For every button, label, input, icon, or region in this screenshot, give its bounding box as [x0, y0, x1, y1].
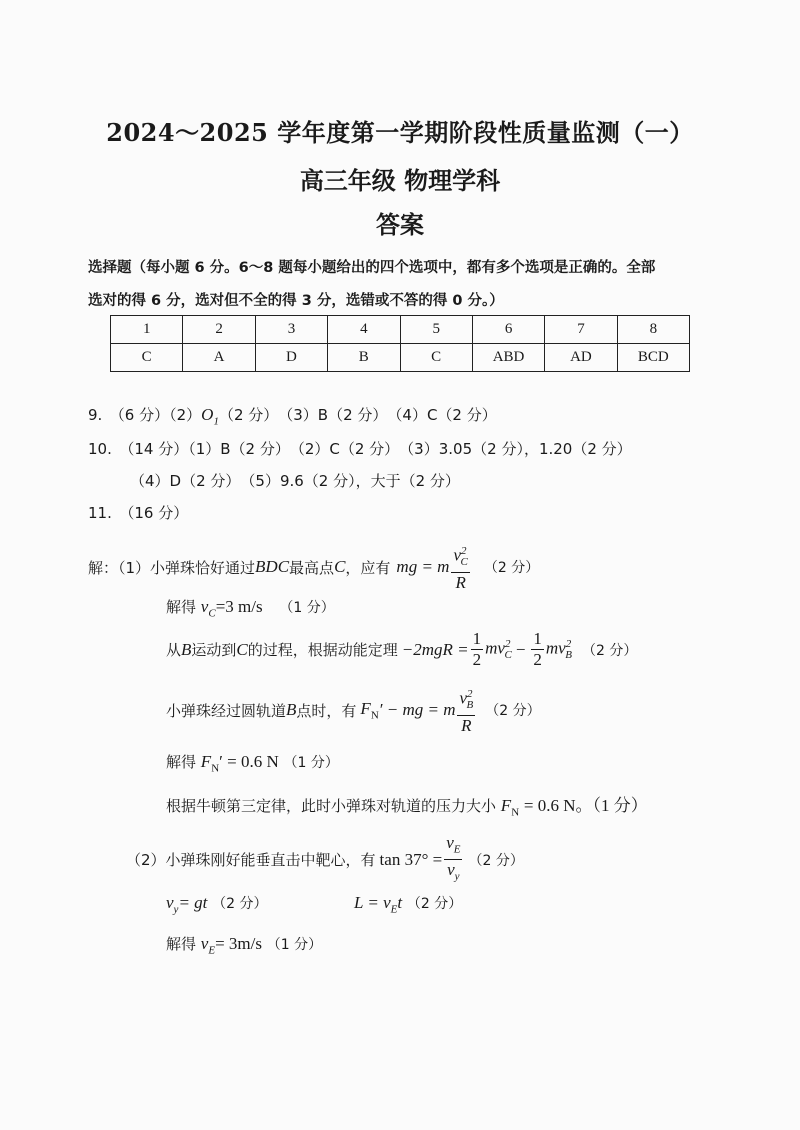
instructions-line-1: 选择题（每小题 6 分。6～8 题每小题给出的四个选项中，都有多个选项是正确的。全部	[88, 260, 656, 276]
equation-tan-37: tan 37° =	[379, 849, 443, 869]
multiple-choice-instructions	[88, 252, 728, 318]
answer-row	[111, 344, 690, 372]
question-10-answer-line-2: （4）D（2 分） （5）9.6（2 分），大于（2 分）	[130, 472, 460, 490]
q11-step-5: 解得 $F_N' = 0.6$ N （1 分）	[166, 752, 339, 775]
table-cell-answer: A	[183, 344, 255, 372]
exam-title: 2024～2025 学年度第一学期阶段性质量监测（一）	[106, 118, 694, 147]
answer-heading: 答案	[376, 210, 424, 239]
table-cell-answer: AD	[545, 344, 617, 372]
instructions-line-2: 选对的得 6 分，选对但不全的得 3 分，选错或不答的得 0 分。）	[88, 293, 504, 309]
table-cell-number: 2	[183, 316, 255, 344]
table-cell-answer: C	[400, 344, 472, 372]
q11-part-2-step-2: $v_y=$ gt （2 分）	[166, 893, 268, 916]
table-cell-number: 1	[111, 316, 183, 344]
table-cell-answer: D	[255, 344, 327, 372]
fraction-ve-over-vy: $\frac{v_E}{v_y}$	[446, 833, 461, 883]
answer-table	[110, 315, 690, 372]
fraction-one-half: $\frac{1}{2}$	[472, 629, 482, 669]
table-cell-number: 3	[255, 316, 327, 344]
q11-step-1: 解：（1）小弹珠恰好通过 BDC 最高点 C ，应有 mg = m $\frac{v^2_C}{R}$ （2 分）	[88, 541, 539, 593]
table-cell-answer: BCD	[617, 344, 689, 372]
question-number-row	[111, 316, 690, 344]
table-cell-number: 6	[472, 316, 544, 344]
fraction-vc2-over-r: $\frac{v^2_C}{R}$	[451, 541, 469, 593]
equation-kinetic-energy: −2mgR =	[401, 639, 469, 659]
q11-step-2: 解得 $v_C=3$ m/s （1 分）	[166, 597, 335, 620]
table-cell-answer: C	[111, 344, 183, 372]
table-cell-answer: B	[328, 344, 400, 372]
q11-step-3: 从 B 运动到 C 的过程，根据动能定理 −2mgR = $\frac{1}{2}$ $mv^2_C$ − $\frac{1}{2}$ $mv^2_B$ （2 分）	[166, 629, 638, 669]
table-cell-answer: ABD	[472, 344, 544, 372]
question-9-answer: 9. （6 分）$(2)O_1(2$ 分） （3）B（2 分） （4）C（2 分）	[88, 405, 497, 428]
q11-step-4: 小弹珠经过圆轨道 B 点时，有 $F_N$ ′ − mg = m $\frac{v^2_B}{R}$ （2 分）	[166, 684, 541, 736]
q11-part-2-step-4: 解得 $v_E= 3m/s$ （1 分）	[166, 934, 323, 957]
o1-symbol: $O_1$	[201, 405, 219, 428]
exam-subtitle: 高三年级 物理学科	[299, 166, 501, 195]
fraction-vb2-over-r: $\frac{v^2_B}{R}$	[457, 684, 475, 736]
table-cell-number: 5	[400, 316, 472, 344]
table-cell-number: 7	[545, 316, 617, 344]
q11-step-6: 根据牛顿第三定律，此时小弹珠对轨道的压力大小 $F_N = 0.6$ N。（1 分）	[166, 796, 648, 819]
q11-part-2-step-3: $L = v_Et$ （2 分）	[354, 893, 463, 916]
q11-part-2-step-1: （2）小弹珠刚好能垂直击中靶心，有 tan 37° = $\frac{v_E}{v_y}$ （2 分）	[126, 833, 524, 887]
question-11-header: 11. （16 分）	[88, 504, 189, 522]
table-cell-number: 8	[617, 316, 689, 344]
fraction-one-half: $\frac{1}{2}$	[533, 629, 542, 669]
question-10-answer-line-1: 10. （14 分）（1）B（2 分） （2）C（2 分） （3）3.05（2 分），1.20（2 分）	[88, 440, 632, 458]
equation-circular-motion: mg = m	[396, 557, 450, 577]
table-cell-number: 4	[328, 316, 400, 344]
